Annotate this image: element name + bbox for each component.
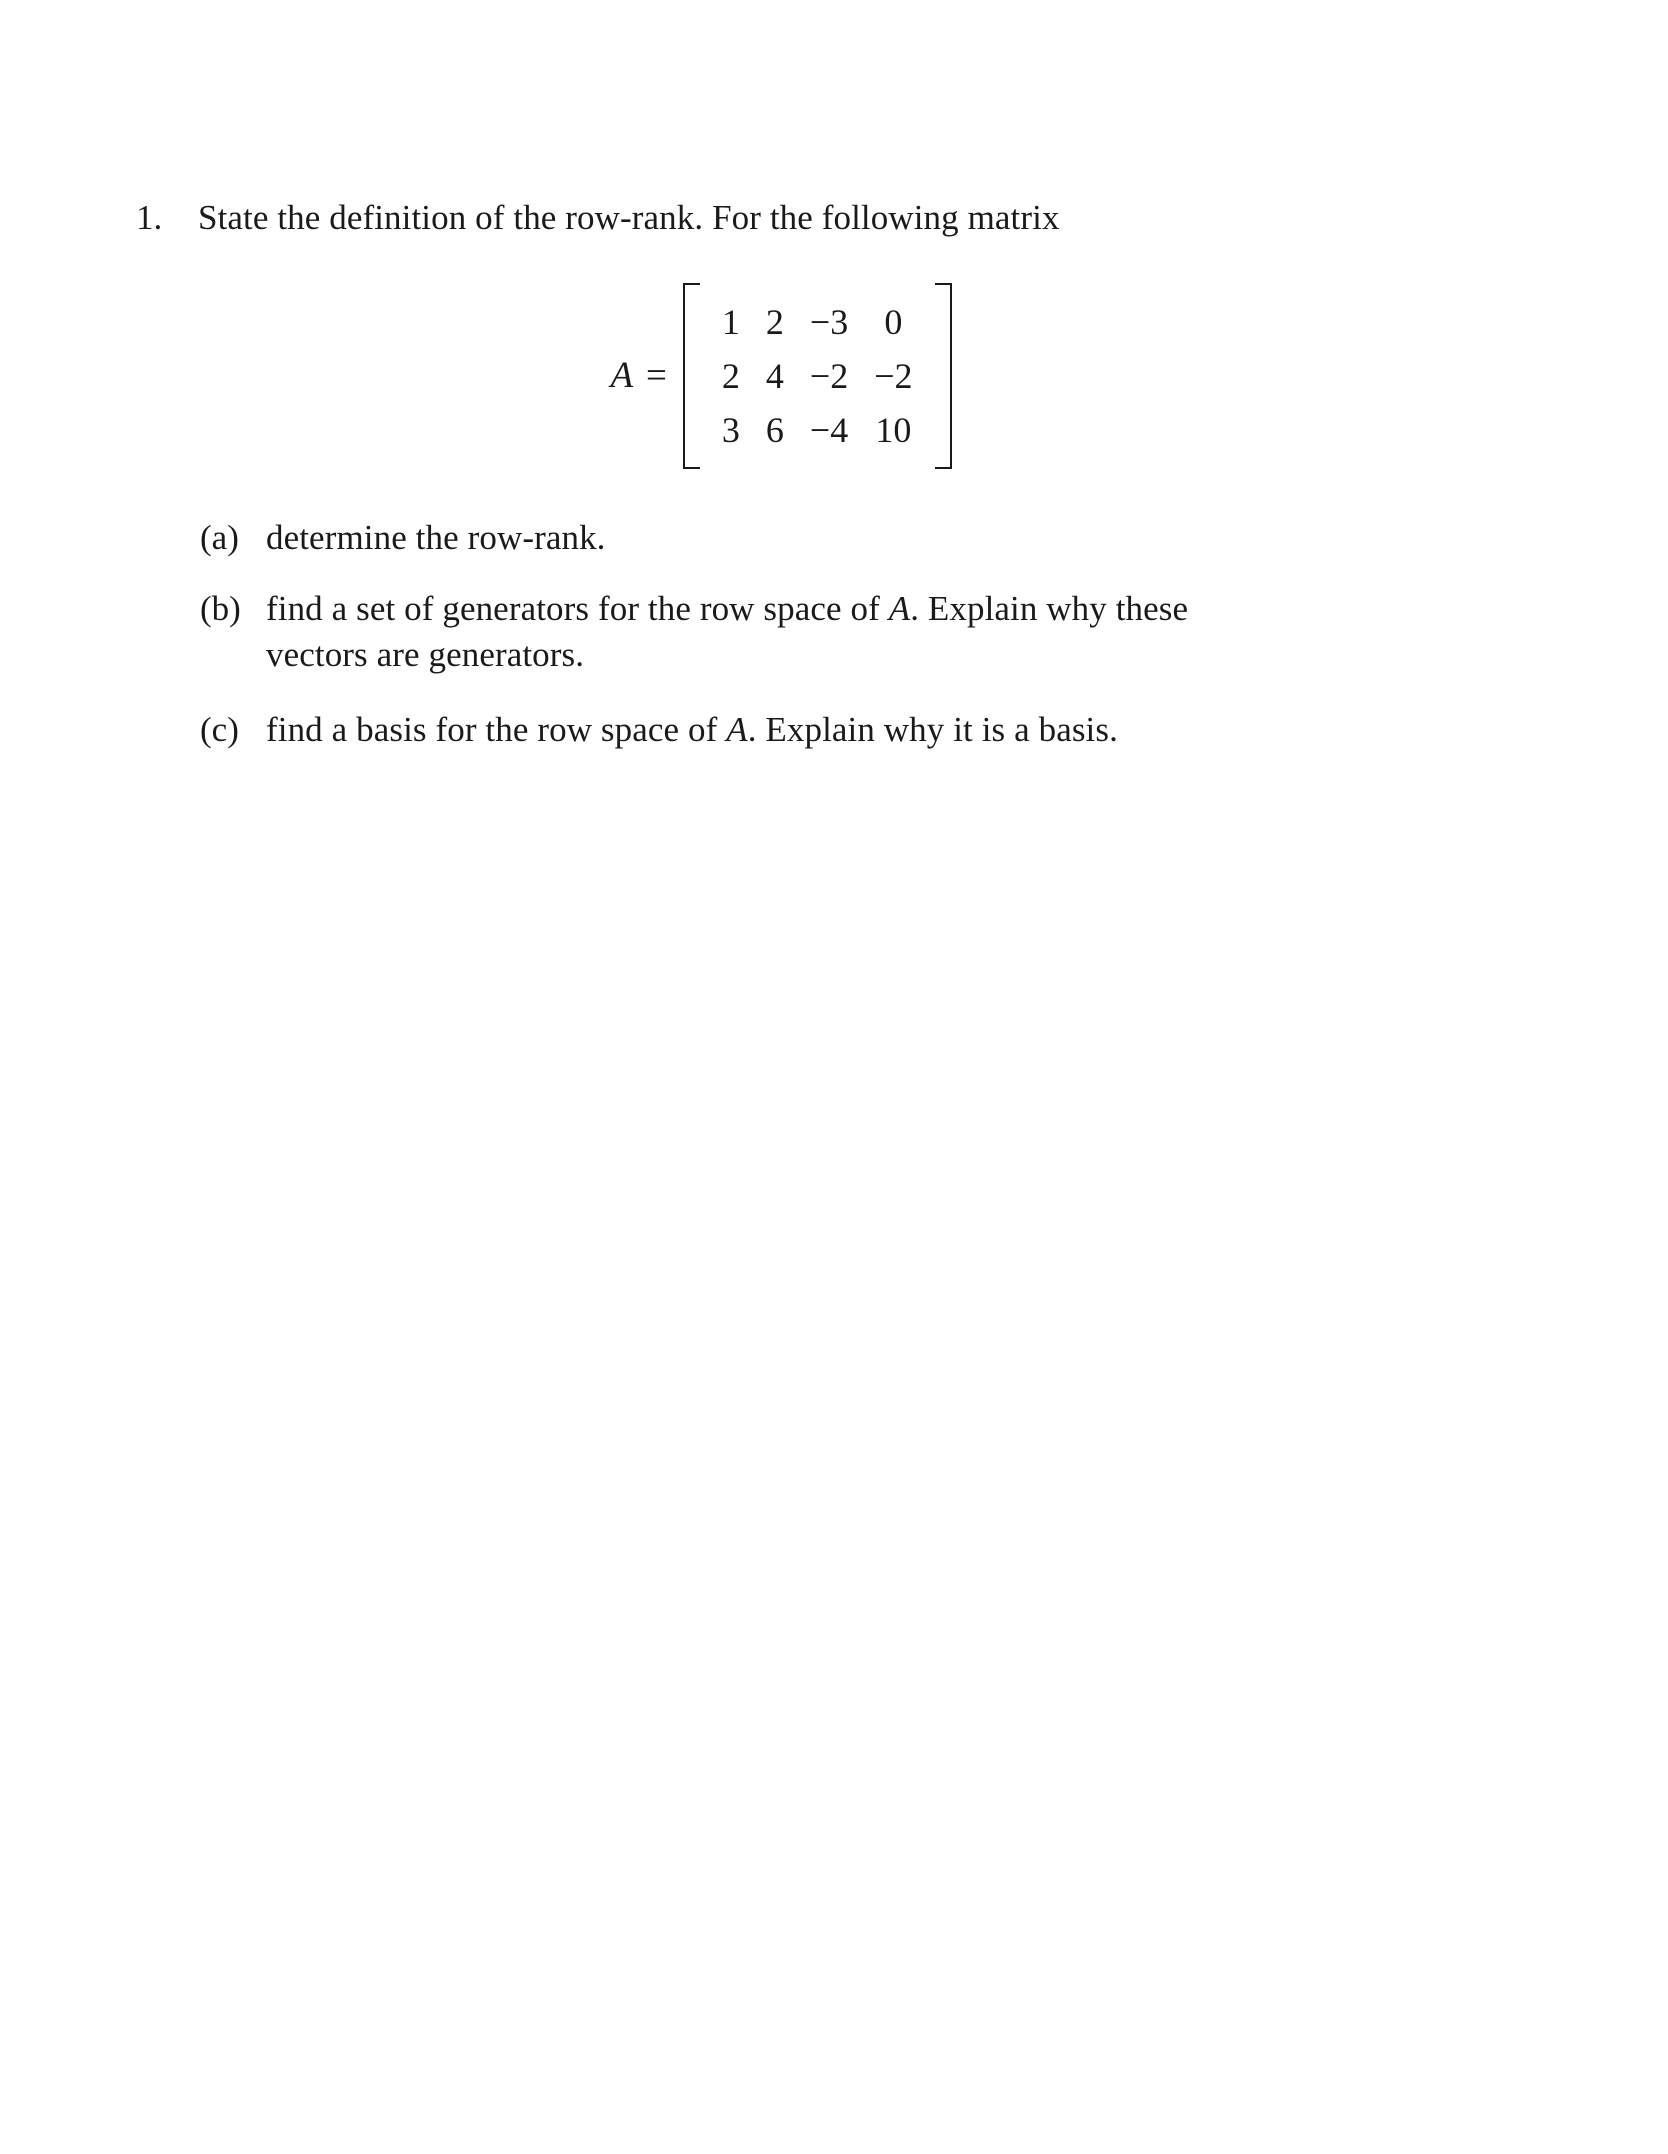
- subitem-b-text-line2: vectors are generators.: [266, 634, 585, 674]
- subitem-b: [200, 586, 1536, 677]
- problem-number: 1.: [136, 198, 163, 237]
- matrix-cell-r3c1: 3: [721, 409, 740, 450]
- left-bracket-icon: [683, 283, 700, 469]
- subitem-list: [200, 515, 1536, 753]
- matrix-name-label: A: [610, 355, 634, 397]
- subitem-a-body: [266, 515, 1536, 561]
- problem-statement: State the definition of the row-rank. For the following matrix: [198, 198, 1060, 237]
- matrix-cell-r3c2: 6: [765, 409, 784, 450]
- matrix-cell-r1c1: 1: [721, 301, 740, 342]
- equals-sign: =: [646, 355, 667, 397]
- matrix-equation: [136, 283, 1536, 469]
- subitem-b-label: (b): [200, 589, 241, 629]
- matrix-cell-r2c4: −2: [874, 355, 913, 396]
- matrix-cell-r2c1: 2: [721, 355, 740, 396]
- subitem-b-body: [266, 586, 1536, 677]
- right-bracket-icon: [935, 283, 952, 469]
- matrix-cell-r1c3: −3: [809, 301, 849, 342]
- matrix-cell-r2c3: −2: [809, 355, 849, 396]
- subitem-b-matrix-var: A: [888, 589, 911, 629]
- subitem-c-label: (c): [200, 710, 239, 750]
- problem-block: [136, 196, 1536, 753]
- matrix-cell-r3c4: 10: [875, 409, 912, 450]
- subitem-c-text-post: . Explain why it is a basis.: [747, 710, 1118, 750]
- matrix-row: [709, 403, 926, 457]
- subitem-a-label: (a): [200, 517, 239, 557]
- matrix-cell-r3c3: −4: [809, 409, 849, 450]
- matrix-row: [709, 349, 926, 403]
- subitem-c: [200, 707, 1536, 753]
- matrix-row: [709, 295, 926, 349]
- matrix-grid: [709, 295, 926, 457]
- matrix-cell-r2c2: 4: [765, 355, 784, 396]
- subitem-b-text-pre: find a set of generators for the row space of: [266, 589, 889, 629]
- subitem-b-text-post: . Explain why these: [910, 589, 1189, 629]
- subitem-c-text-pre: find a basis for the row space of: [266, 710, 727, 750]
- subitem-c-matrix-var: A: [726, 710, 748, 750]
- problem-statement-row: [136, 196, 1536, 241]
- subitem-c-body: [266, 707, 1536, 753]
- matrix-container: [683, 283, 952, 469]
- matrix-cell-r1c2: 2: [765, 301, 784, 342]
- matrix-cell-r1c4: 0: [884, 301, 903, 342]
- subitem-a-text: determine the row-rank.: [266, 517, 606, 557]
- subitem-a: [200, 515, 1536, 561]
